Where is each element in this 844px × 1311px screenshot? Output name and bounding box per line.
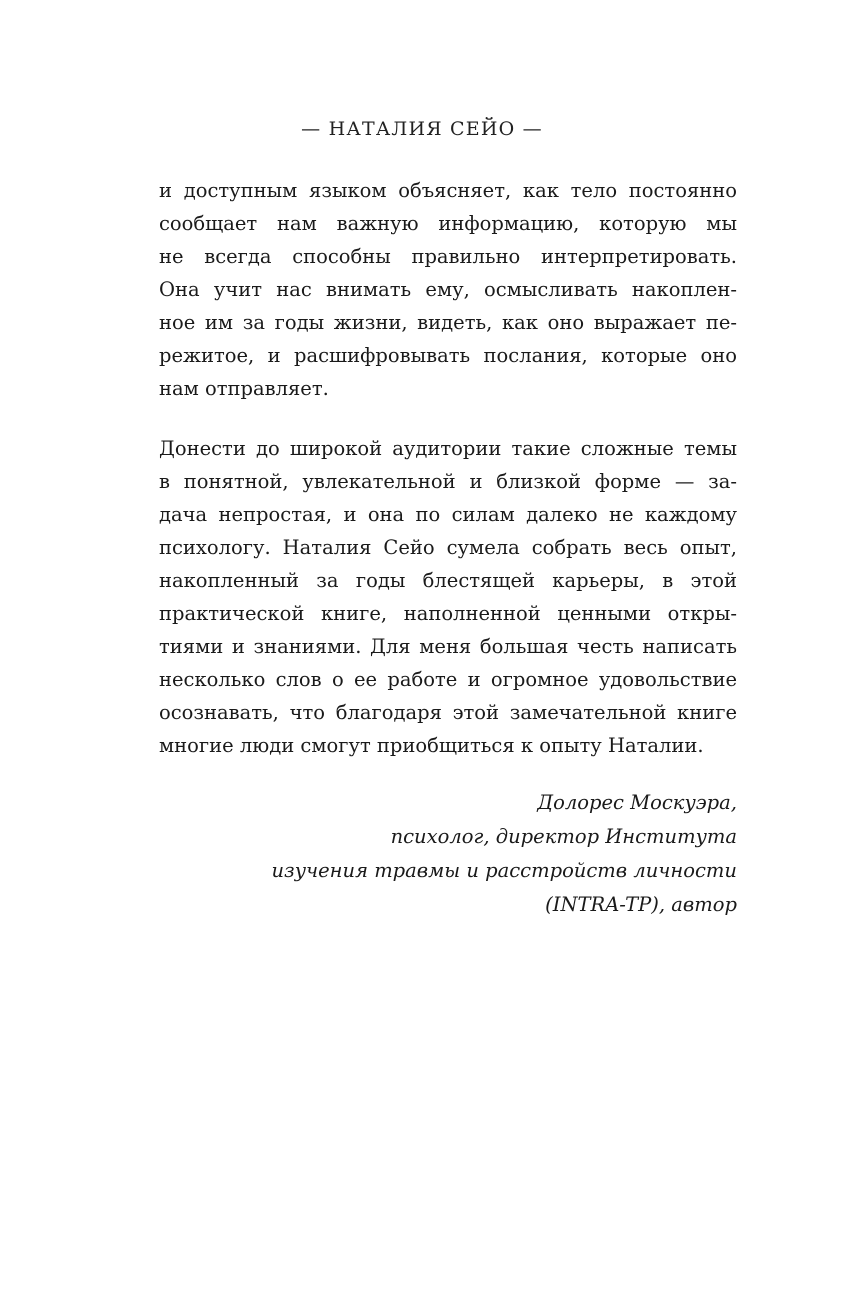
signature-name: Долорес Москуэра, xyxy=(537,791,737,814)
text-line: многие люди смогут приобщиться к опыту Наталии. xyxy=(159,734,704,757)
text-line: ное им за годы жизни, видеть, как оно выражает пе- xyxy=(159,311,737,334)
signature-title: изучения травмы и расстройств личности xyxy=(271,859,737,882)
author-signature xyxy=(272,786,738,922)
text-line: Она учит нас внимать ему, осмысливать накоплен- xyxy=(159,278,737,301)
text-line: нам отправляет. xyxy=(159,377,329,400)
running-head: — НАТАЛИЯ СЕЙО — xyxy=(301,118,543,140)
text-line: в понятной, увлекательной и близкой форме — за- xyxy=(159,470,737,493)
text-line: и доступным языком объясняет, как тело постоянно xyxy=(159,179,737,202)
text-line: дача непростая, и она по силам далеко не каждому xyxy=(159,503,737,526)
text-line: режитое, и расшифровывать послания, которые оно xyxy=(159,344,737,367)
text-line: Донести до широкой аудитории такие сложные темы xyxy=(159,437,737,460)
text-line: тиями и знаниями. Для меня большая честь написать xyxy=(159,635,737,658)
text-line: не всегда способны правильно интерпретировать. xyxy=(159,245,737,268)
text-line: несколько слов о ее работе и огромное удовольствие xyxy=(159,668,737,691)
text-line: психологу. Наталия Сейо сумела собрать весь опыт, xyxy=(159,536,737,559)
text-line: практической книге, наполненной ценными откры- xyxy=(159,602,737,625)
text-line: накопленный за годы блестящей карьеры, в этой xyxy=(159,569,737,592)
signature-title: (INTRA-TP), автор xyxy=(545,893,737,916)
signature-title: психолог, директор Института xyxy=(390,825,737,848)
paragraph-1 xyxy=(159,174,737,405)
paragraph-2 xyxy=(159,432,737,762)
text-line: осознавать, что благодаря этой замечательной книге xyxy=(159,701,737,724)
text-line: сообщает нам важную информацию, которую мы xyxy=(159,212,737,235)
